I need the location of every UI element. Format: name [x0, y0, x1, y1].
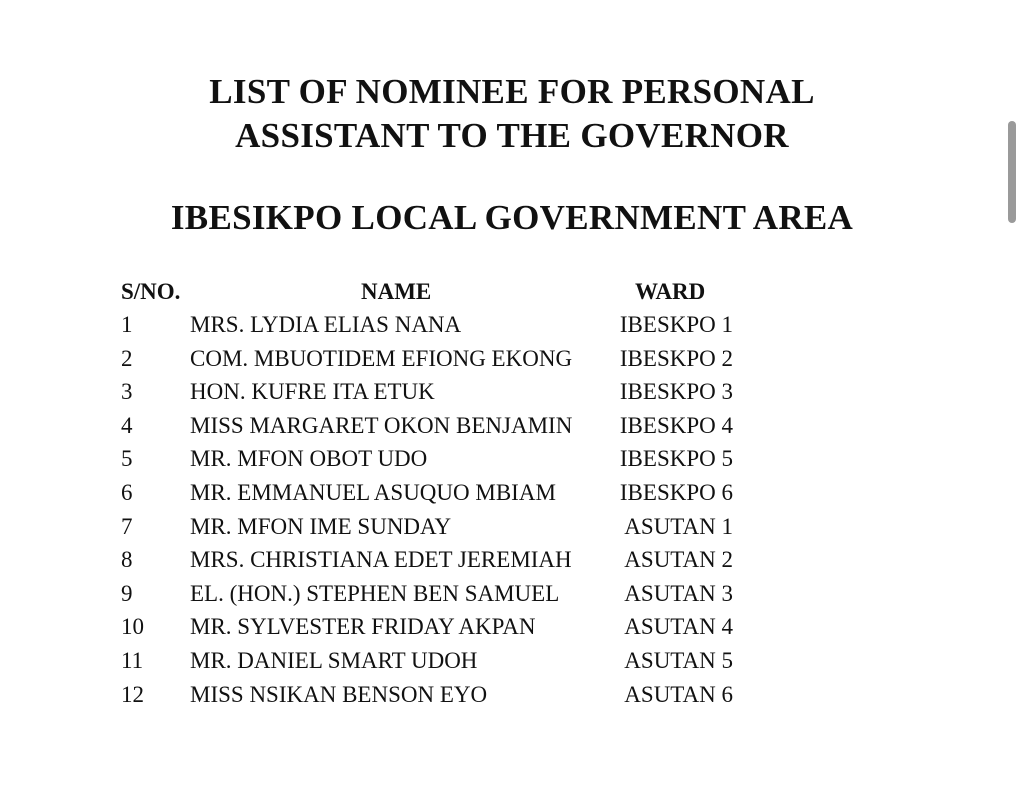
table-row [0, 478, 1024, 512]
row-sno: 12 [121, 681, 144, 707]
row-name: MISS NSIKAN BENSON EYO [190, 681, 488, 707]
table-row [0, 444, 1024, 478]
row-ward: ASUTAN 3 [624, 580, 733, 606]
row-ward: ASUTAN 1 [624, 513, 733, 539]
table-row [0, 377, 1024, 411]
row-name: HON. KUFRE ITA ETUK [190, 379, 435, 405]
row-ward: IBESKPO 2 [619, 345, 733, 371]
table-row [0, 680, 1024, 714]
row-name: MR. MFON IME SUNDAY [190, 513, 452, 539]
row-name: MR. MFON OBOT UDO [190, 446, 428, 472]
row-ward: ASUTAN 4 [624, 614, 733, 640]
document-title-line-2: ASSISTANT TO THE GOVERNOR [235, 116, 789, 155]
table-row [0, 612, 1024, 646]
row-name: MRS. CHRISTIANA EDET JEREMIAH [190, 547, 572, 573]
table-row [0, 579, 1024, 613]
column-header-name: NAME [361, 279, 432, 304]
column-header-sno: S/NO. [121, 279, 181, 304]
row-sno: 6 [121, 479, 133, 505]
row-sno: 8 [121, 547, 133, 573]
row-name: COM. MBUOTIDEM EFIONG EKONG [190, 345, 573, 371]
document-title-line-1: LIST OF NOMINEE FOR PERSONAL [209, 72, 815, 111]
table-row [0, 310, 1024, 344]
row-name: MR. SYLVESTER FRIDAY AKPAN [190, 614, 536, 640]
row-ward: IBESKPO 6 [619, 479, 733, 505]
row-ward: IBESKPO 3 [619, 379, 733, 405]
table-row [0, 344, 1024, 378]
row-name: MRS. LYDIA ELIAS NANA [190, 312, 462, 337]
row-sno: 10 [121, 614, 144, 640]
vertical-scrollbar[interactable] [1008, 121, 1016, 223]
document-subtitle: IBESIKPO LOCAL GOVERNMENT AREA [170, 198, 854, 237]
row-ward: ASUTAN 6 [624, 681, 733, 707]
row-sno: 5 [121, 446, 133, 472]
row-name: MR. DANIEL SMART UDOH [190, 647, 478, 673]
row-ward: IBESKPO 1 [619, 312, 733, 337]
row-ward: IBESKPO 5 [619, 446, 733, 472]
row-ward: IBESKPO 4 [619, 412, 733, 438]
table-row [0, 512, 1024, 546]
row-sno: 9 [121, 580, 133, 606]
table-row [0, 646, 1024, 680]
row-name: MISS MARGARET OKON BENJAMIN [190, 412, 573, 438]
row-ward: ASUTAN 5 [624, 647, 733, 673]
row-sno: 2 [121, 345, 133, 371]
row-name: EL. (HON.) STEPHEN BEN SAMUEL [190, 580, 560, 606]
row-sno: 1 [121, 312, 133, 337]
row-sno: 11 [121, 647, 144, 673]
row-sno: 7 [121, 513, 133, 539]
table-row [0, 411, 1024, 445]
row-sno: 4 [121, 412, 133, 438]
column-header-ward: WARD [635, 279, 706, 304]
table-row [0, 545, 1024, 579]
row-name: MR. EMMANUEL ASUQUO MBIAM [190, 479, 556, 505]
nominee-table [0, 310, 1024, 713]
row-sno: 3 [121, 379, 133, 405]
row-ward: ASUTAN 2 [624, 547, 733, 573]
